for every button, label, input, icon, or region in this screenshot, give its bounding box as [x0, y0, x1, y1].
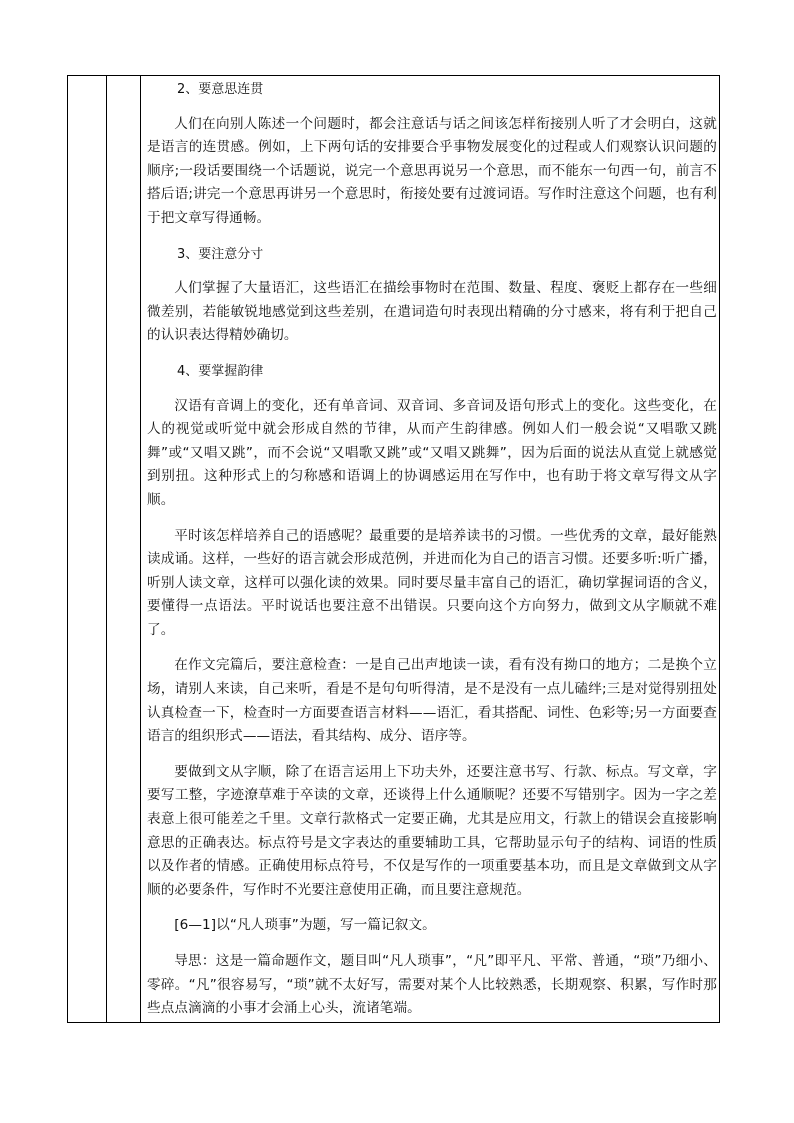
- paragraph-language-sense: 平时该怎样培养自己的语感呢？最重要的是培养读书的习惯。一些优秀的文章，最好能熟读成诵。这样，一些好的语言就会形成范例，并进而化为自己的语言习惯。还要多听:听广播，听别人读文章，这样可以强化读的效果。同时要尽量丰富自己的语汇，确切掌握词语的含义，要懂得一点语法。平时说话也要注意不出错误。只要向这个方向努力，做到文从字顺就不难了。: [147, 527, 717, 638]
- section-heading-proportion: 3、要注意分寸: [177, 246, 264, 262]
- section-heading-coherence: 2、要意思连贯: [177, 82, 264, 97]
- exercise-prompt: [6—1]以“凡人琐事”为题，写一篇记叙文。: [174, 917, 436, 934]
- paragraph-check-after-writing: 在作文完篇后，要注意检查：一是自己出声地读一读，看有没有拗口的地方；二是换个立场，请别人来读，自己来听，看是不是句句听得清，是不是没有一点儿磕绊;三是对觉得别扭处认真检查一下，检查时一方面要查语言材料——语汇，看其搭配、词性、色彩等;另一方面要查语言的组织形式——语法，看其结构、成分、语序等。: [147, 657, 717, 745]
- column-divider-1: [106, 76, 107, 1022]
- exercise-guidance: 导思：这是一篇命题作文，题目叫“凡人琐事”，“凡”即平凡、平常、普通，“琐”乃细小、零碎。“凡”很容易写，“琐”就不太好写，需要对某个人比较熟悉，长期观察、积累，写作时那些点点滴滴的小事才会涌上心头，流诸笔端。: [147, 953, 717, 1017]
- section-heading-rhythm: 4、要掌握韵律: [177, 363, 264, 379]
- paragraph-writing-format: 要做到文从字顺，除了在语言运用上下功夫外，还要注意书写、行款、标点。写文章，字要写工整，字迹潦草难于卒读的文章，还谈得上什么通顺呢？还要不写错别字。因为一字之差表意上很可能差之千里。文章行款格式一定要正确，尤其是应用文，行款上的错误会直接影响意思的正确表达。标点符号是文字表达的重要辅助工具，它帮助显示句子的结构、词语的性质以及作者的情感。正确使用标点符号，不仅是写作的一项重要基本功，而且是文章做到文从字顺的必要条件，写作时不光要注意使用正确，而且要注意规范。: [147, 763, 717, 898]
- paragraph-rhythm: 汉语有音调上的变化，还有单音词、双音词、多音词及语句形式上的变化。这些变化，在人的视觉或听觉中就会形成自然的节律，从而产生韵律感。例如人们一般会说“又唱歌又跳舞”或“又唱又跳”，而不会说“又唱歌又跳”或“又唱又跳舞”，因为后面的说法从直觉上就感觉到别扭。这种形式上的匀称感和语调上的协调感运用在写作中，也有助于将文章写得文从字顺。: [147, 397, 717, 508]
- paragraph-coherence: 人们在向别人陈述一个问题时，都会注意话与话之间该怎样衔接别人听了才会明白，这就是语言的连贯感。例如，上下两句话的安排要合乎事物发展变化的过程或人们观察认识问题的顺序;一段话要围绕一个话题说，说完一个意思再说另一个意思，而不能东一句西一句，前言不搭后语;讲完一个意思再讲另一个意思时，衔接处要有过渡词语。写作时注意这个问题，也有利于把文章写得通畅。: [147, 115, 717, 226]
- content-cell: [147, 78, 717, 1021]
- paragraph-proportion: 人们掌握了大量语汇，这些语汇在描绘事物时在范围、数量、程度、褒贬上都存在一些细微差别，若能敏锐地感觉到这些差别，在遣词造句时表现出精确的分寸感来，将有利于把自己的认识表达得精妙确切。: [147, 280, 717, 344]
- column-divider-2: [140, 76, 141, 1022]
